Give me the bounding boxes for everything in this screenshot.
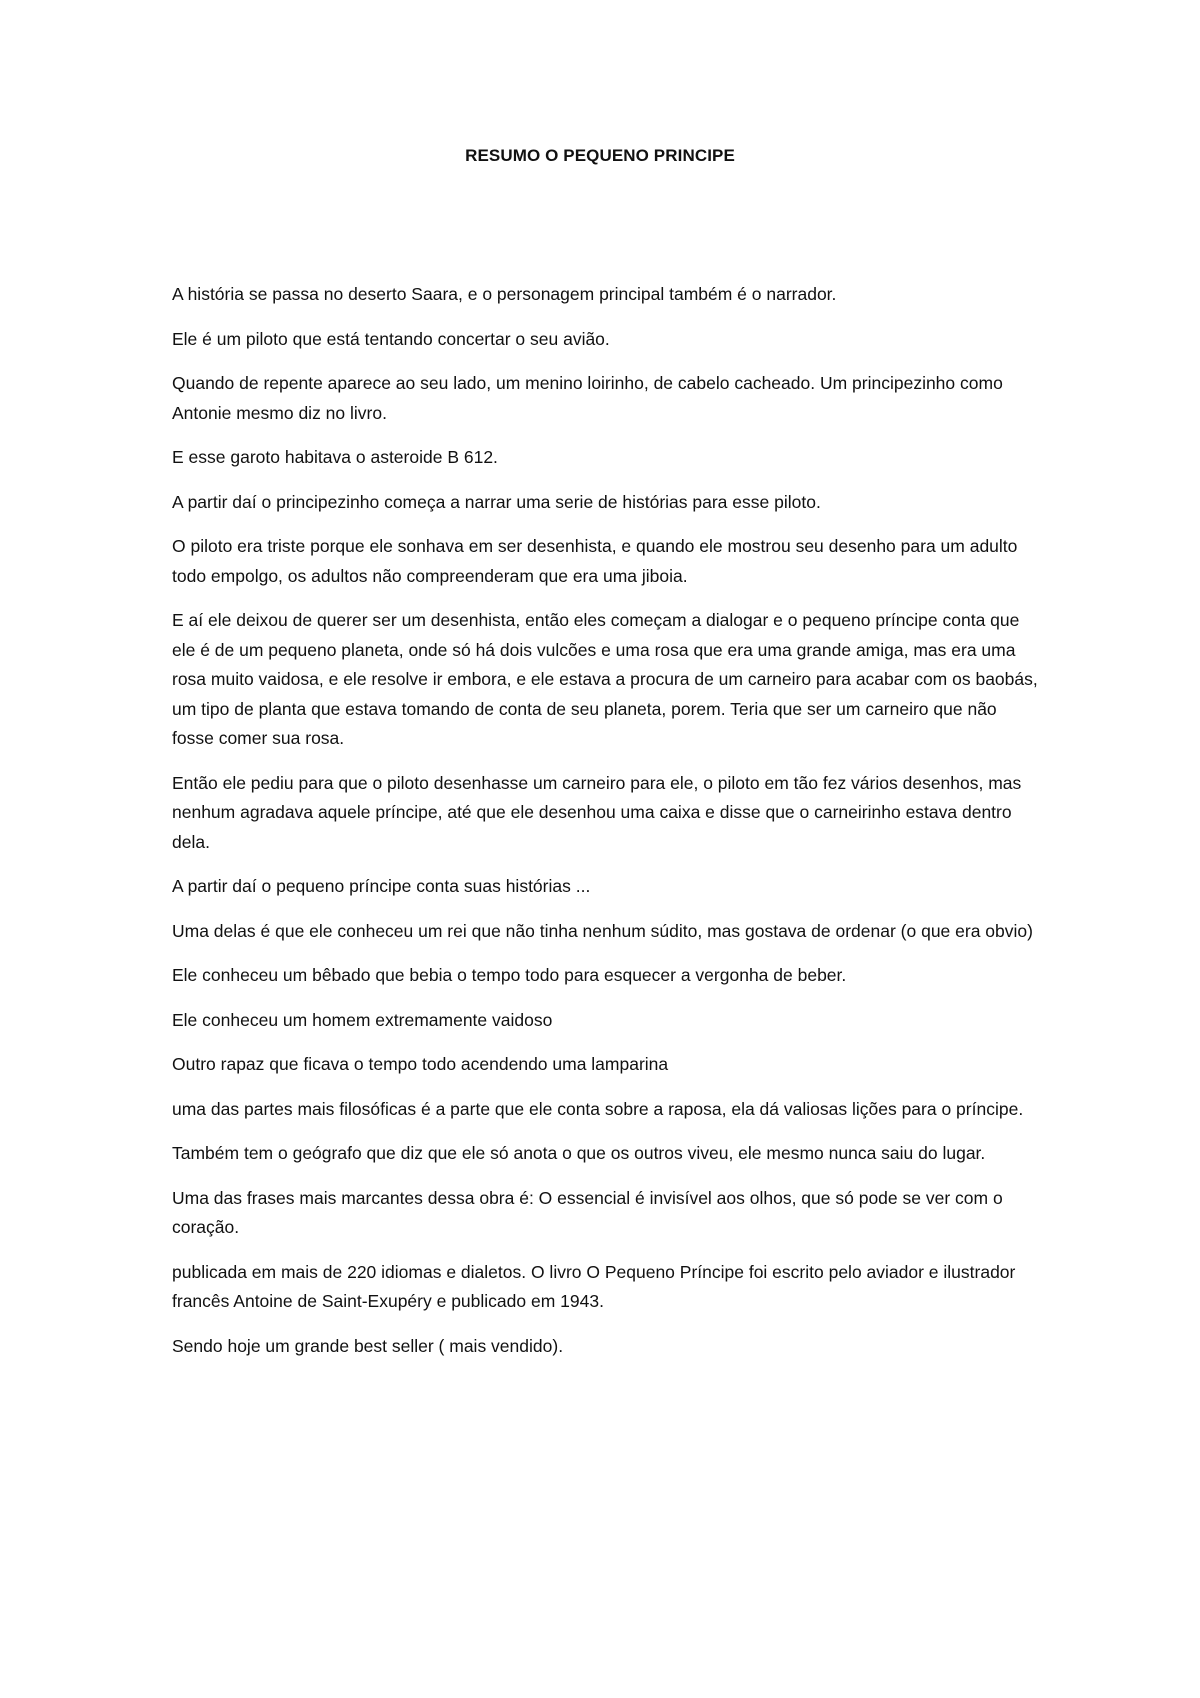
paragraph: Ele conheceu um homem extremamente vaidoso [172,1009,553,1030]
paragraph: Ele conheceu um bêbado que bebia o tempo todo para esquecer a vergonha de beber. [172,965,847,985]
paragraph: Outro rapaz que ficava o tempo todo acendendo uma lamparina [172,1054,669,1074]
paragraph: Quando de repente aparece ao seu lado, um menino loirinho, de cabelo cacheado. Um principezinho como Antonie mesmo diz no livro. [172,373,1003,423]
paragraph: A história se passa no deserto Saara, e o personagem principal também é o narrador. [172,284,837,304]
paragraph: Também tem o geógrafo que diz que ele só anota o que os outros viveu, ele mesmo nunca saiu do lugar. [172,1143,986,1163]
paragraph: E esse garoto habitava o asteroide B 612. [172,447,498,467]
paragraph: A partir daí o principezinho começa a narrar uma serie de histórias para esse piloto. [172,491,821,512]
document-body [172,280,1042,1376]
paragraph: A partir daí o pequeno príncipe conta suas histórias ... [172,876,591,896]
paragraph: uma das partes mais filosóficas é a parte que ele conta sobre a raposa, ela dá valiosas lições para o príncipe. [172,1098,1024,1119]
paragraph: Uma das frases mais marcantes dessa obra é: O essencial é invisível aos olhos, que só pode se ver com o coração. [172,1187,1003,1237]
paragraph: Uma delas é que ele conheceu um rei que não tinha nenhum súdito, mas gostava de ordenar (o que era obvio) [172,920,1033,941]
paragraph: Então ele pediu para que o piloto desenhasse um carneiro para ele, o piloto em tão fez vários desenhos, mas nenhum agradava aquele príncipe, até que ele desenhou uma caixa e disse que o carneirinho estava dentro dela. [172,772,1022,852]
paragraph: O piloto era triste porque ele sonhava em ser desenhista, e quando ele mostrou seu desenho para um adulto todo empolgo, os adultos não compreenderam que era uma jiboia. [172,536,1018,586]
paragraph: publicada em mais de 220 idiomas e dialetos. O livro O Pequeno Príncipe foi escrito pelo aviador e ilustrador francês Antoine de Saint-Exupéry e publicado em 1943. [172,1261,1016,1311]
paragraph: Ele é um piloto que está tentando concertar o seu avião. [172,328,610,349]
document-title: RESUMO O PEQUENO PRINCIPE [465,146,735,165]
paragraph: Sendo hoje um grande best seller ( mais vendido). [172,1335,564,1356]
paragraph: E aí ele deixou de querer ser um desenhista, então eles começam a dialogar e o pequeno príncipe conta que ele é de um pequeno planeta, onde só há dois vulcões e uma rosa que era uma grande amiga, mas era uma rosa muito vaidosa, e ele resolve ir embora, e ele estava a procura de um carneiro para acabar com os baobás, um tipo de planta que estava tomando de conta de seu planeta, porem. Teria que ser um carneiro que não fosse comer sua rosa. [172,610,1038,748]
